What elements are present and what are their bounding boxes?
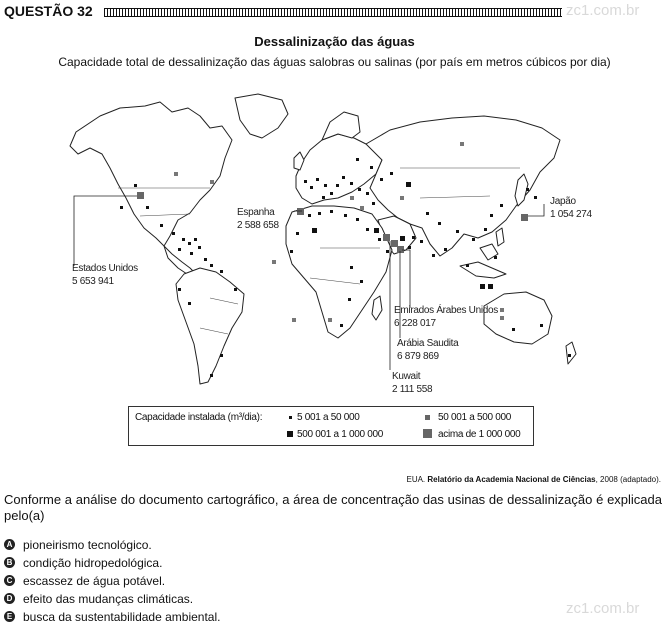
- legend-item-3: 500 001 a 1 000 000: [297, 429, 384, 440]
- legend-symbol-medium: [287, 431, 293, 437]
- source-prefix: EUA.: [406, 475, 428, 484]
- option-a-badge: A: [4, 539, 15, 550]
- kuwait-label: [392, 370, 432, 396]
- option-e[interactable]: [4, 607, 220, 625]
- usa-name: Estados Unidos: [72, 263, 138, 274]
- answer-options: [4, 535, 220, 625]
- plant-marker-medium: [406, 182, 411, 187]
- spain-name: Espanha: [237, 207, 275, 218]
- watermark-bottom: zc1.com.br: [566, 600, 640, 617]
- plant-marker-large: [137, 192, 144, 199]
- legend-item-1: 5 001 a 50 000: [297, 412, 360, 423]
- option-c-badge: C: [4, 575, 15, 586]
- map-legend: [128, 406, 534, 446]
- north-america-landmass: [70, 102, 232, 246]
- plant-marker-large: [391, 240, 398, 247]
- legend-symbol-small: [425, 415, 430, 420]
- saudi-name: Arábia Saudita: [397, 338, 459, 349]
- option-b-badge: B: [4, 557, 15, 568]
- uae-leader-line: [402, 250, 410, 308]
- japan-value: 1 054 274: [550, 209, 592, 220]
- spain-label: [237, 206, 279, 232]
- japan-label: [550, 195, 592, 221]
- usa-label: [72, 262, 138, 288]
- option-d-badge: D: [4, 593, 15, 604]
- map-title: Dessalinização das águas: [254, 34, 415, 49]
- option-d-text: efeito das mudanças climáticas.: [23, 591, 194, 606]
- plant-marker-large: [521, 214, 528, 221]
- option-a-text: pioneirismo tecnológico.: [23, 537, 152, 552]
- legend-caption: Capacidade instalada (m³/dia):: [135, 412, 263, 423]
- question-number: QUESTÃO 32: [4, 3, 93, 19]
- option-e-text: busca da sustentabilidade ambiental.: [23, 609, 221, 624]
- legend-symbol-large: [423, 429, 432, 438]
- uae-value: 6 228 017: [394, 318, 436, 329]
- plant-marker-large: [297, 208, 304, 215]
- plant-marker-large: [383, 234, 390, 241]
- plant-marker-medium: [400, 236, 405, 241]
- option-c[interactable]: [4, 571, 220, 589]
- south-america-landmass: [176, 268, 244, 384]
- saudi-value: 6 879 869: [397, 351, 439, 362]
- japan-name: Japão: [550, 196, 576, 207]
- option-a[interactable]: [4, 535, 220, 553]
- legend-item-2: 50 001 a 500 000: [438, 412, 512, 423]
- uae-label: [394, 304, 498, 330]
- plant-marker-medium: [480, 284, 485, 289]
- legend-item-4: acima de 1 000 000: [438, 429, 521, 440]
- plant-marker-large: [397, 246, 404, 253]
- philippines-landmass: [496, 228, 504, 246]
- world-map: [60, 88, 600, 393]
- map-source: [406, 475, 661, 484]
- option-b-text: condição hidropedológica.: [23, 555, 163, 570]
- source-title: Relatório da Academia Nacional de Ciências: [427, 475, 596, 484]
- usa-value: 5 653 941: [72, 276, 114, 287]
- japan-leader-line: [528, 204, 544, 216]
- source-suffix: , 2008 (adaptado).: [595, 475, 661, 484]
- kuwait-name: Kuwait: [392, 371, 421, 382]
- watermark-top: zc1.com.br: [566, 2, 640, 19]
- spain-value: 2 588 658: [237, 220, 279, 231]
- plant-marker-medium: [312, 228, 317, 233]
- usa-leader-line: [74, 196, 137, 266]
- kuwait-value: 2 111 558: [392, 384, 433, 395]
- uae-name: Emirados Árabes Unidos: [394, 305, 499, 316]
- option-d[interactable]: [4, 589, 220, 607]
- new-zealand-landmass: [566, 342, 576, 364]
- greenland-landmass: [235, 94, 288, 138]
- saudi-label: [397, 337, 458, 363]
- question-text: Conforme a análise do documento cartográfico, a área de concentração das usinas de dessalinização é explicada pelo(a): [4, 492, 662, 523]
- plant-marker-medium: [488, 284, 493, 289]
- option-b[interactable]: [4, 553, 220, 571]
- option-c-text: escassez de água potável.: [23, 573, 166, 588]
- legend-symbol-smallest: [289, 416, 292, 419]
- option-e-badge: E: [4, 611, 15, 622]
- header-rule: [104, 8, 562, 17]
- madagascar-landmass: [372, 296, 382, 320]
- plant-marker-medium: [374, 228, 379, 233]
- map-subtitle: Capacidade total de dessalinização das águas salobras ou salinas (por país em metros cúbicos por dia): [58, 55, 611, 69]
